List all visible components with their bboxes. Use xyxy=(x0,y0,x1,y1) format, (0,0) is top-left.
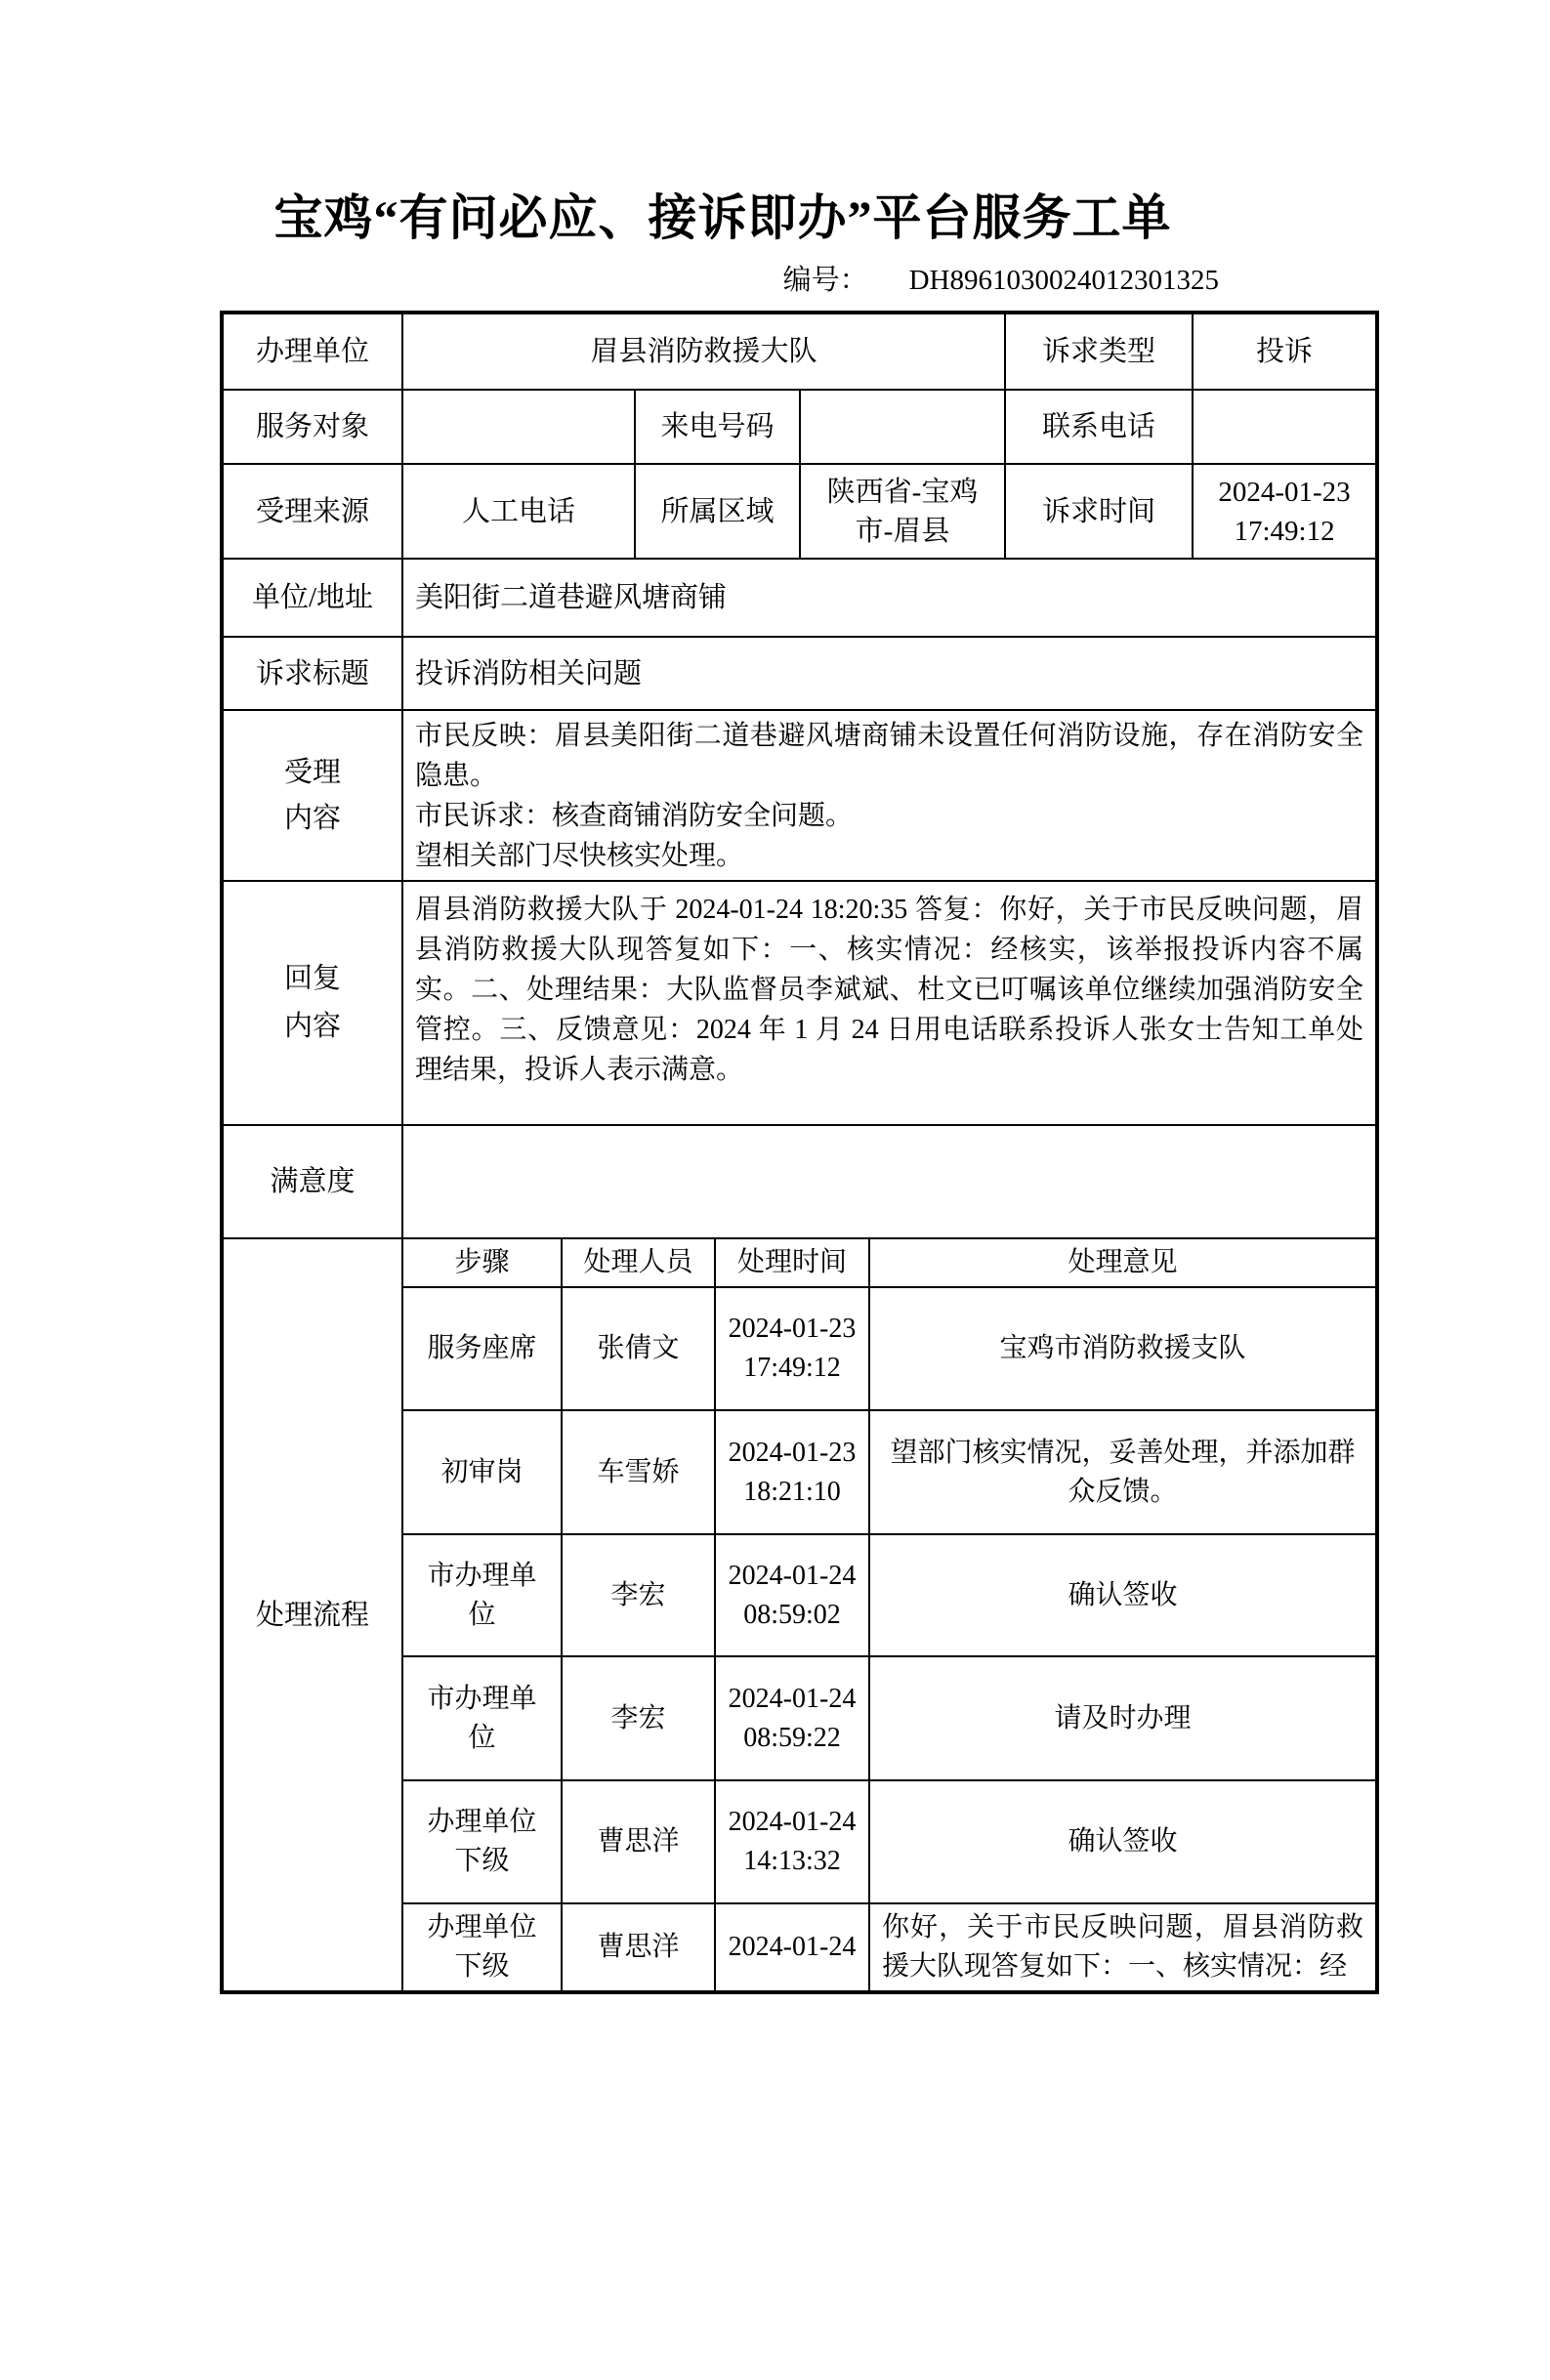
accept-content-line: 市民诉求：核查商铺消防安全问题。 xyxy=(415,801,854,831)
process-opinion: 你好，关于市民反映问题，眉县消防救援大队现答复如下：一、核实情况：经 xyxy=(869,1903,1377,1992)
row-service-target xyxy=(222,390,1377,464)
process-header-person: 处理人员 xyxy=(562,1238,715,1287)
process-person: 张倩文 xyxy=(562,1287,715,1410)
process-step: 市办理单位 xyxy=(402,1656,562,1780)
process-time: 2024-01-23 17:49:12 xyxy=(715,1287,869,1410)
process-opinion: 确认签收 xyxy=(869,1780,1377,1903)
satisfaction-value xyxy=(402,1125,1377,1238)
satisfaction-label: 满意度 xyxy=(222,1125,402,1238)
contact-phone-label: 联系电话 xyxy=(1005,390,1193,464)
process-opinion: 宝鸡市消防救援支队 xyxy=(869,1287,1377,1410)
accept-content-value xyxy=(402,710,1377,881)
process-step: 办理单位下级 xyxy=(402,1780,562,1903)
appeal-time-label: 诉求时间 xyxy=(1005,464,1193,559)
process-time: 2024-01-23 18:21:10 xyxy=(715,1410,869,1534)
service-work-order-page xyxy=(0,188,1550,2380)
process-opinion: 确认签收 xyxy=(869,1534,1377,1656)
process-time: 2024-01-24 xyxy=(715,1903,869,1992)
process-person: 李宏 xyxy=(562,1656,715,1780)
process-person: 李宏 xyxy=(562,1534,715,1656)
work-order-table xyxy=(220,311,1379,1994)
process-header-step: 步骤 xyxy=(402,1238,562,1287)
row-accept-content xyxy=(222,710,1377,881)
accept-source-value: 人工电话 xyxy=(402,464,635,559)
region-label: 所属区域 xyxy=(635,464,800,559)
region-value: 陕西省-宝鸡市-眉县 xyxy=(800,464,1005,559)
doc-number-label: 编号： xyxy=(782,265,868,296)
handling-unit-value: 眉县消防救援大队 xyxy=(402,313,1005,390)
process-step: 市办理单位 xyxy=(402,1534,562,1656)
accept-source-label: 受理来源 xyxy=(222,464,402,559)
unit-address-label: 单位/地址 xyxy=(222,559,402,637)
row-satisfaction xyxy=(222,1125,1377,1238)
caller-number-value xyxy=(800,390,1005,464)
process-time: 2024-01-24 08:59:02 xyxy=(715,1534,869,1656)
page-title: 宝鸡“有问必应、接诉即办”平台服务工单 xyxy=(273,190,1172,245)
process-step: 初审岗 xyxy=(402,1410,562,1534)
service-target-value xyxy=(402,390,635,464)
handling-unit-label: 办理单位 xyxy=(222,313,402,390)
row-unit-address xyxy=(222,559,1377,637)
process-time: 2024-01-24 14:13:32 xyxy=(715,1780,869,1903)
unit-address-value: 美阳街二道巷避风塘商铺 xyxy=(402,559,1377,637)
row-handling-unit xyxy=(222,313,1377,390)
doc-number-value: DH8961030024012301325 xyxy=(908,265,1219,296)
accept-content-line: 望相关部门尽快核实处理。 xyxy=(415,841,744,871)
doc-number-line xyxy=(220,262,1219,299)
process-opinion: 望部门核实情况，妥善处理，并添加群众反馈。 xyxy=(869,1410,1377,1534)
process-time: 2024-01-24 08:59:22 xyxy=(715,1656,869,1780)
process-label: 处理流程 xyxy=(222,1238,402,1992)
appeal-time-value: 2024-01-23 17:49:12 xyxy=(1193,464,1377,559)
process-person: 曹思洋 xyxy=(562,1780,715,1903)
appeal-type-value: 投诉 xyxy=(1193,313,1377,390)
service-target-label: 服务对象 xyxy=(222,390,402,464)
reply-content-value: 眉县消防救援大队于 2024-01-24 18:20:35 答复：你好，关于市民反映问题，眉县消防救援大队现答复如下：一、核实情况：经核实，该举报投诉内容不属实。二、处理结果：大队监督员李斌斌、杜文已叮嘱该单位继续加强消防安全管控。三、反馈意见：2024 年 1 月 24 日用电话联系投诉人张女士告知工单处理结果，投诉人表示满意。 xyxy=(402,881,1377,1125)
process-person: 车雪娇 xyxy=(562,1410,715,1534)
contact-phone-value xyxy=(1193,390,1377,464)
process-header-row xyxy=(222,1238,1377,1287)
row-accept-source xyxy=(222,464,1377,559)
row-reply-content xyxy=(222,881,1377,1125)
reply-content-label: 回复内容 xyxy=(222,881,402,1125)
process-person: 曹思洋 xyxy=(562,1903,715,1992)
appeal-title-value: 投诉消防相关问题 xyxy=(402,637,1377,710)
process-step: 服务座席 xyxy=(402,1287,562,1410)
appeal-title-label: 诉求标题 xyxy=(222,637,402,710)
process-header-opinion: 处理意见 xyxy=(869,1238,1377,1287)
accept-content-label: 受理内容 xyxy=(222,710,402,881)
caller-number-label: 来电号码 xyxy=(635,390,800,464)
process-opinion: 请及时办理 xyxy=(869,1656,1377,1780)
process-header-time: 处理时间 xyxy=(715,1238,869,1287)
process-step: 办理单位下级 xyxy=(402,1903,562,1992)
row-appeal-title xyxy=(222,637,1377,710)
accept-content-line: 市民反映：眉县美阳街二道巷避风塘商铺未设置任何消防设施，存在消防安全隐患。 xyxy=(415,721,1364,791)
appeal-type-label: 诉求类型 xyxy=(1005,313,1193,390)
